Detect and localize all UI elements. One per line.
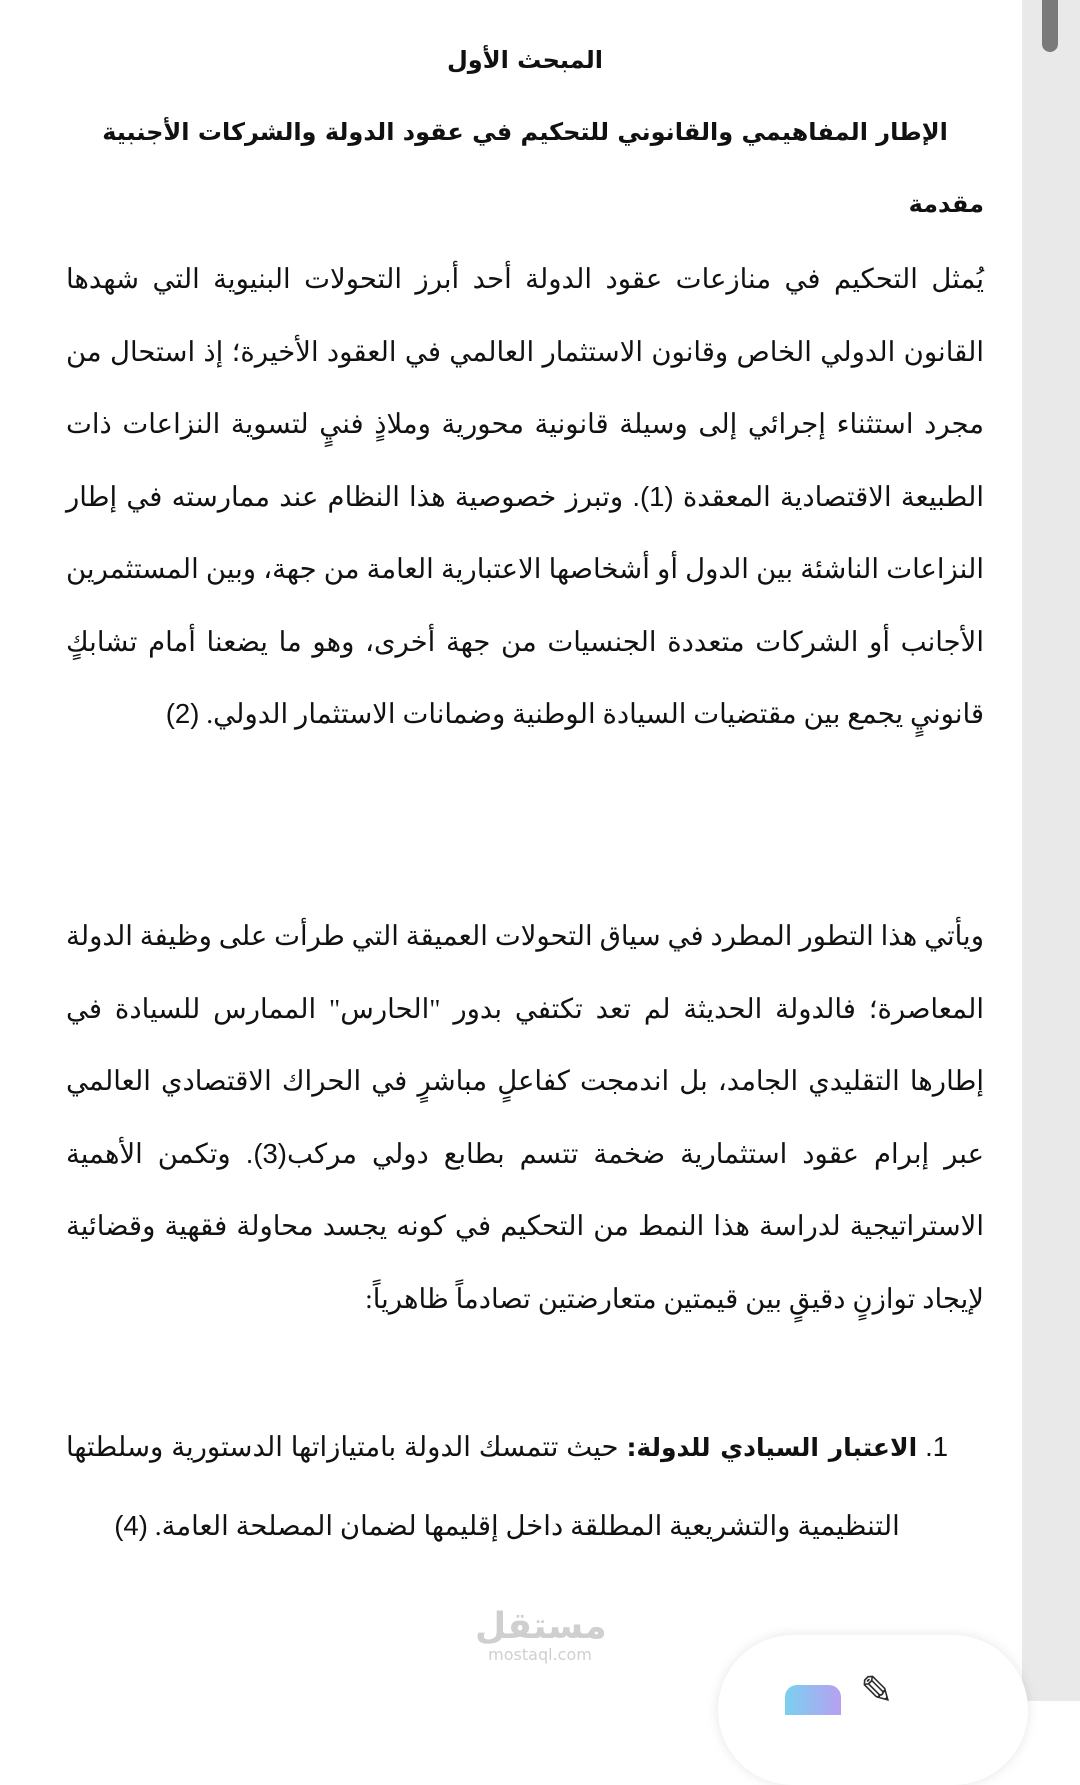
scrollbar-thumb[interactable] bbox=[1042, 0, 1058, 52]
watermark-url: mostaql.com bbox=[488, 1645, 592, 1664]
edit-icon[interactable]: ✎ bbox=[860, 1668, 894, 1714]
list-item-text: حيث تتمسك الدولة بامتيازاتها الدستورية وسلطتها التنظيمية والتشريعية المطلقة داخل إقليمها لضمان المصلحة العامة. bbox=[66, 1431, 900, 1541]
paragraph-context-continued: وتكمن الأهمية الاستراتيجية لدراسة هذا النمط من التحكيم في كونه يجسد محاولة فقهية وقضائية لإيجاد توازنٍ دقيقٍ بين قيمتين متعارضتين تصادماً ظاهرياً: bbox=[66, 1137, 984, 1314]
list-item-heading: الاعتبار السيادي للدولة: bbox=[626, 1433, 918, 1462]
paragraph-intro-continued: وتبرز خصوصية هذا النظام عند ممارسته في إطار النزاعات الناشئة بين الدول أو أشخاصها الاعتبارية العامة من جهة، وبين المستثمرين الأجانب أو الشركات متعددة الجنسيات من جهة أخرى، وهو ما يضعنا أمام تشابكٍ قانونيٍ يجمع بين مقتضيات السيادة الوطنية وضمانات الاستثمار الدولي. bbox=[66, 480, 984, 729]
list-item bbox=[66, 1408, 948, 1565]
chapter-title: الإطار المفاهيمي والقانوني للتحكيم في عقود الدولة والشركات الأجنبية bbox=[102, 118, 948, 146]
footnote-ref-2[interactable]: (2) bbox=[165, 698, 200, 729]
paragraph-intro-text: يُمثل التحكيم في منازعات عقود الدولة أحد أبرز التحولات البنيوية التي شهدها القانون الدولي الخاص وقانون الاستثمار العالمي في العقود الأخيرة؛ إذ استحال من مجرد استثناء إجرائي إلى وسيلة قانونية محورية وملاذٍ فنيٍ لتسوية النزاعات ذات الطبيعة الاقتصادية المعقدة bbox=[66, 263, 985, 512]
paragraph-intro bbox=[66, 243, 984, 751]
toolbar-app-icon[interactable] bbox=[785, 1685, 841, 1715]
list-item-number: 1. bbox=[925, 1431, 948, 1462]
watermark-logo: مستقل bbox=[475, 1606, 607, 1647]
footnote-ref-3[interactable]: (3). bbox=[245, 1137, 287, 1169]
section-title: المبحث الأول bbox=[446, 46, 604, 74]
footnote-ref-4[interactable]: (4) bbox=[114, 1510, 148, 1541]
floating-toolbar[interactable] bbox=[718, 1635, 1028, 1785]
paragraph-context-text: ويأتي هذا التطور المطرد في سياق التحولات العميقة التي طرأت على وظيفة الدولة المعاصرة؛ فالدولة الحديثة لم تعد تكتفي بدور "الحارس" الممارس للسيادة في إطارها التقليدي الجامد، بل اندمجت كفاعلٍ مباشرٍ في الحراك الاقتصادي العالمي عبر إبرام عقود استثمارية ضخمة تتسم بطابع دولي مركب bbox=[66, 920, 985, 1169]
footnote-ref-1[interactable]: (1). bbox=[632, 480, 674, 512]
paragraph-context bbox=[66, 900, 984, 1335]
mostaql-watermark bbox=[475, 1608, 605, 1664]
scroll-track[interactable] bbox=[1022, 0, 1080, 1701]
intro-heading: مقدمة bbox=[908, 190, 984, 218]
